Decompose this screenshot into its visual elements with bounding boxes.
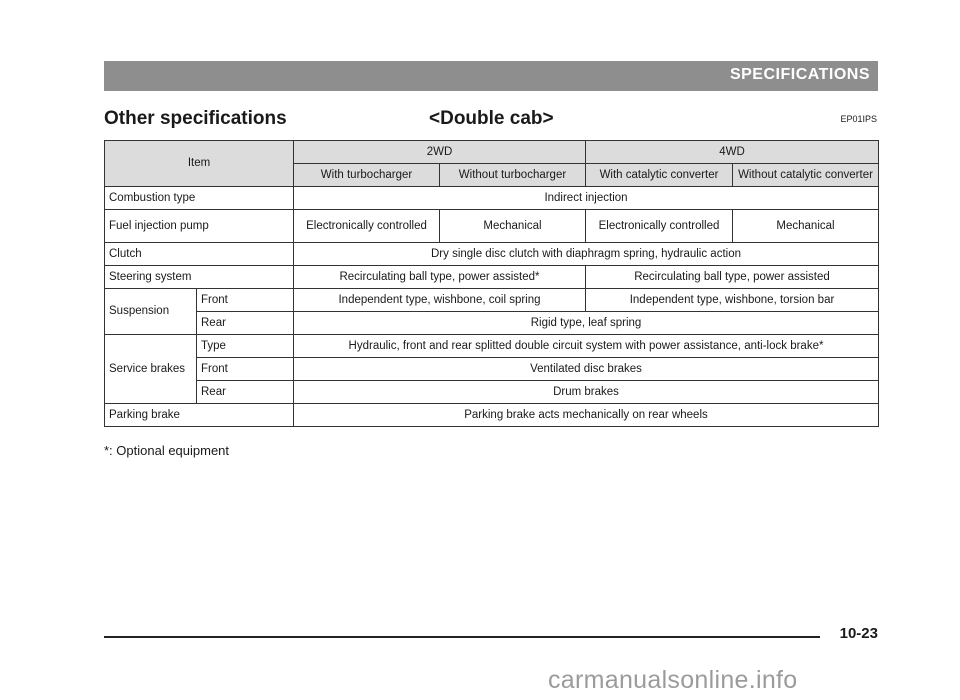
header-4wd: 4WD <box>586 141 879 164</box>
row-label-clutch: Clutch <box>105 243 294 266</box>
specifications-table <box>104 140 879 427</box>
subheader-without-catalytic-converter: Without catalytic converter <box>733 164 879 187</box>
suspension-front-label: Front <box>197 289 294 312</box>
subheader-with-catalytic-converter: With catalytic converter <box>586 164 733 187</box>
table-row <box>105 289 879 312</box>
service-brakes-rear-label: Rear <box>197 381 294 404</box>
header-bar <box>104 61 878 91</box>
section-title: Other specifications <box>104 108 287 129</box>
row-label-steering: Steering system <box>105 266 294 289</box>
service-brakes-type-value: Hydraulic, front and rear splitted double circuit system with power assistance, anti-lock brake* <box>294 335 879 358</box>
clutch-value: Dry single disc clutch with diaphragm spring, hydraulic action <box>294 243 879 266</box>
table-row <box>105 243 879 266</box>
steering-4wd-value: Recirculating ball type, power assisted <box>586 266 879 289</box>
row-label-combustion: Combustion type <box>105 187 294 210</box>
table-row <box>105 381 879 404</box>
table-row <box>105 404 879 427</box>
subheader-with-turbocharger: With turbocharger <box>294 164 440 187</box>
footnote: *: Optional equipment <box>104 443 230 458</box>
steering-2wd-value: Recirculating ball type, power assisted* <box>294 266 586 289</box>
page-number: 10-23 <box>839 625 878 642</box>
table-header-row <box>105 141 879 164</box>
row-label-service-brakes: Service brakes <box>105 335 197 404</box>
fuel-pump-value: Mechanical <box>733 210 879 243</box>
section-code: EP01IPS <box>840 114 877 124</box>
service-brakes-front-label: Front <box>197 358 294 381</box>
service-brakes-type-label: Type <box>197 335 294 358</box>
service-brakes-rear-value: Drum brakes <box>294 381 879 404</box>
service-brakes-front-value: Ventilated disc brakes <box>294 358 879 381</box>
combustion-value: Indirect injection <box>294 187 879 210</box>
table-row <box>105 312 879 335</box>
row-label-fuel-pump: Fuel injection pump <box>105 210 294 243</box>
header-2wd: 2WD <box>294 141 586 164</box>
table-row <box>105 335 879 358</box>
parking-brake-value: Parking brake acts mechanically on rear wheels <box>294 404 879 427</box>
suspension-front-4wd-value: Independent type, wishbone, torsion bar <box>586 289 879 312</box>
suspension-front-2wd-value: Independent type, wishbone, coil spring <box>294 289 586 312</box>
header-item: Item <box>105 141 294 187</box>
table-row <box>105 210 879 243</box>
table-row <box>105 187 879 210</box>
footer-rule <box>104 636 820 638</box>
header-title: SPECIFICATIONS <box>729 66 870 83</box>
row-label-parking-brake: Parking brake <box>105 404 294 427</box>
watermark-text: carmanualsonline.info <box>548 666 798 694</box>
fuel-pump-value: Mechanical <box>440 210 586 243</box>
section-subtitle: <Double cab> <box>429 108 554 129</box>
fuel-pump-value: Electronically controlled <box>294 210 440 243</box>
table-row <box>105 358 879 381</box>
suspension-rear-label: Rear <box>197 312 294 335</box>
subheader-without-turbocharger: Without turbocharger <box>440 164 586 187</box>
suspension-rear-value: Rigid type, leaf spring <box>294 312 879 335</box>
table-row <box>105 266 879 289</box>
row-label-suspension: Suspension <box>105 289 197 335</box>
fuel-pump-value: Electronically controlled <box>586 210 733 243</box>
